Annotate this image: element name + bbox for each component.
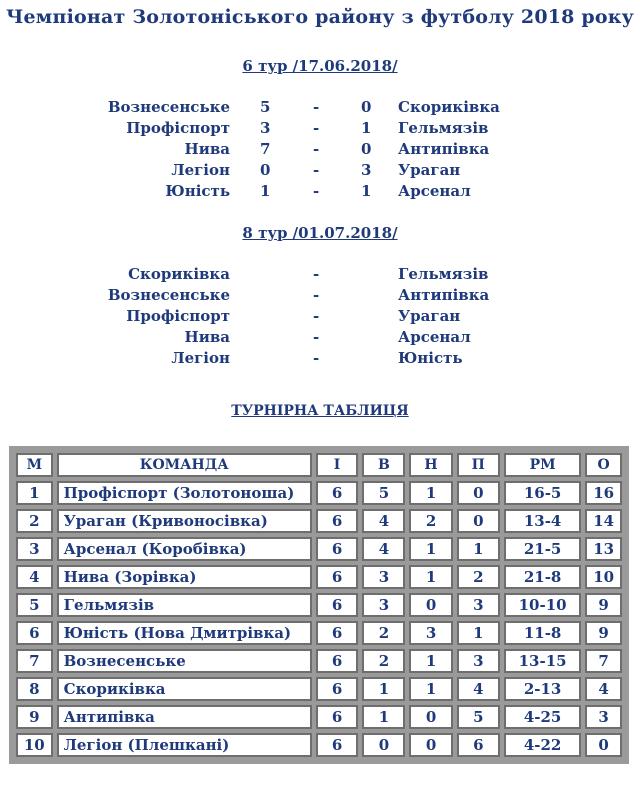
cell-team: Арсенал (Коробівка) (57, 537, 312, 561)
home-team: Нива (184, 328, 230, 346)
home-team: Скориківка (128, 265, 230, 283)
round-8-heading: 8 тур /01.07.2018/ (242, 224, 398, 242)
cell-losses: 0 (457, 509, 500, 533)
table-row (16, 509, 622, 533)
match-row (0, 161, 640, 182)
col-header-goals: РМ (504, 453, 581, 477)
cell-place: 1 (16, 481, 53, 505)
home-team: Вознесенське (107, 286, 230, 304)
cell-team: Легіон (Плешкані) (57, 733, 312, 757)
cell-played: 6 (316, 593, 359, 617)
cell-losses: 5 (457, 705, 500, 729)
cell-wins: 1 (362, 705, 405, 729)
away-team: Гельмязів (398, 119, 489, 137)
away-team: Антипівка (398, 286, 490, 304)
cell-place: 6 (16, 621, 53, 645)
cell-place: 2 (16, 509, 53, 533)
match-row (0, 98, 640, 119)
away-score: 3 (361, 161, 372, 179)
cell-goals: 16-5 (504, 481, 581, 505)
score-separator: - (313, 286, 320, 304)
cell-points: 7 (585, 649, 622, 673)
score-separator: - (313, 140, 320, 158)
cell-losses: 3 (457, 649, 500, 673)
cell-wins: 1 (362, 677, 405, 701)
col-header-wins: В (362, 453, 405, 477)
away-team: Ураган (398, 161, 461, 179)
home-team: Вознесенське (107, 98, 230, 116)
col-header-team: КОМАНДА (57, 453, 312, 477)
cell-goals: 2-13 (504, 677, 581, 701)
home-score: 0 (260, 161, 271, 179)
away-team: Арсенал (398, 182, 471, 200)
fixture-row (0, 307, 640, 328)
cell-points: 9 (585, 593, 622, 617)
cell-place: 8 (16, 677, 53, 701)
cell-played: 6 (316, 733, 359, 757)
table-row (16, 649, 622, 673)
away-score: 1 (361, 119, 372, 137)
table-row (16, 565, 622, 589)
cell-team: Антипівка (57, 705, 312, 729)
home-team: Профіспорт (126, 307, 230, 325)
cell-goals: 4-22 (504, 733, 581, 757)
cell-draws: 3 (409, 621, 452, 645)
standings-table (12, 449, 626, 761)
table-row (16, 621, 622, 645)
table-row (16, 593, 622, 617)
away-score: 0 (361, 140, 372, 158)
score-separator: - (313, 182, 320, 200)
cell-losses: 4 (457, 677, 500, 701)
standings-heading: ТУРНІРНА ТАБЛИЦЯ (231, 403, 409, 419)
cell-played: 6 (316, 481, 359, 505)
away-team: Гельмязів (398, 265, 489, 283)
cell-played: 6 (316, 621, 359, 645)
cell-team: Ураган (Кривоносівка) (57, 509, 312, 533)
away-team: Арсенал (398, 328, 471, 346)
cell-wins: 3 (362, 593, 405, 617)
home-team: Профіспорт (126, 119, 230, 137)
cell-place: 5 (16, 593, 53, 617)
table-row (16, 537, 622, 561)
cell-goals: 21-8 (504, 565, 581, 589)
cell-goals: 11-8 (504, 621, 581, 645)
fixture-row (0, 349, 640, 370)
table-header-row (16, 453, 622, 477)
cell-points: 4 (585, 677, 622, 701)
cell-place: 10 (16, 733, 53, 757)
table-row (16, 481, 622, 505)
cell-wins: 2 (362, 649, 405, 673)
cell-draws: 1 (409, 565, 452, 589)
home-team: Нива (184, 140, 230, 158)
cell-points: 3 (585, 705, 622, 729)
standings-table-frame (9, 446, 629, 764)
away-team: Скориківка (398, 98, 500, 116)
table-row (16, 733, 622, 757)
cell-points: 16 (585, 481, 622, 505)
table-row (16, 705, 622, 729)
away-score: 1 (361, 182, 372, 200)
cell-losses: 6 (457, 733, 500, 757)
fixture-row (0, 328, 640, 349)
cell-wins: 5 (362, 481, 405, 505)
cell-wins: 2 (362, 621, 405, 645)
cell-goals: 13-15 (504, 649, 581, 673)
cell-team: Нива (Зорівка) (57, 565, 312, 589)
cell-draws: 0 (409, 593, 452, 617)
cell-goals: 21-5 (504, 537, 581, 561)
cell-played: 6 (316, 677, 359, 701)
cell-losses: 3 (457, 593, 500, 617)
away-score: 0 (361, 98, 372, 116)
cell-draws: 0 (409, 733, 452, 757)
match-row (0, 140, 640, 161)
cell-points: 9 (585, 621, 622, 645)
cell-team: Вознесенське (57, 649, 312, 673)
home-score: 5 (260, 98, 271, 116)
cell-played: 6 (316, 537, 359, 561)
score-separator: - (313, 349, 320, 367)
cell-goals: 4-25 (504, 705, 581, 729)
cell-points: 13 (585, 537, 622, 561)
score-separator: - (313, 265, 320, 283)
cell-played: 6 (316, 705, 359, 729)
cell-team: Гельмязів (57, 593, 312, 617)
score-separator: - (313, 98, 320, 116)
match-row (0, 182, 640, 203)
home-score: 1 (260, 182, 271, 200)
page-title: Чемпіонат Золотоніського району з футболу 2018 року (5, 6, 635, 28)
col-header-draws: Н (409, 453, 452, 477)
cell-losses: 2 (457, 565, 500, 589)
cell-points: 10 (585, 565, 622, 589)
cell-goals: 13-4 (504, 509, 581, 533)
cell-points: 14 (585, 509, 622, 533)
home-team: Юність (165, 182, 230, 200)
table-row (16, 677, 622, 701)
cell-draws: 2 (409, 509, 452, 533)
cell-draws: 1 (409, 537, 452, 561)
cell-team: Скориківка (57, 677, 312, 701)
cell-wins: 3 (362, 565, 405, 589)
cell-goals: 10-10 (504, 593, 581, 617)
cell-played: 6 (316, 649, 359, 673)
cell-team: Профіспорт (Золотоноша) (57, 481, 312, 505)
cell-place: 3 (16, 537, 53, 561)
home-score: 7 (260, 140, 271, 158)
col-header-losses: П (457, 453, 500, 477)
home-team: Легіон (171, 161, 230, 179)
away-team: Антипівка (398, 140, 490, 158)
cell-played: 6 (316, 565, 359, 589)
score-separator: - (313, 328, 320, 346)
score-separator: - (313, 161, 320, 179)
score-separator: - (313, 119, 320, 137)
away-team: Ураган (398, 307, 461, 325)
cell-draws: 1 (409, 481, 452, 505)
col-header-points: О (585, 453, 622, 477)
score-separator: - (313, 307, 320, 325)
home-team: Легіон (171, 349, 230, 367)
fixture-row (0, 265, 640, 286)
cell-team: Юність (Нова Дмитрівка) (57, 621, 312, 645)
cell-losses: 0 (457, 481, 500, 505)
cell-place: 7 (16, 649, 53, 673)
home-score: 3 (260, 119, 271, 137)
cell-losses: 1 (457, 537, 500, 561)
cell-losses: 1 (457, 621, 500, 645)
cell-place: 4 (16, 565, 53, 589)
cell-place: 9 (16, 705, 53, 729)
away-team: Юність (398, 349, 463, 367)
cell-played: 6 (316, 509, 359, 533)
cell-draws: 1 (409, 649, 452, 673)
cell-points: 0 (585, 733, 622, 757)
cell-draws: 1 (409, 677, 452, 701)
cell-wins: 4 (362, 509, 405, 533)
cell-draws: 0 (409, 705, 452, 729)
col-header-place: М (16, 453, 53, 477)
round-6-heading: 6 тур /17.06.2018/ (242, 57, 398, 75)
cell-wins: 4 (362, 537, 405, 561)
cell-wins: 0 (362, 733, 405, 757)
fixture-row (0, 286, 640, 307)
col-header-played: І (316, 453, 359, 477)
match-row (0, 119, 640, 140)
